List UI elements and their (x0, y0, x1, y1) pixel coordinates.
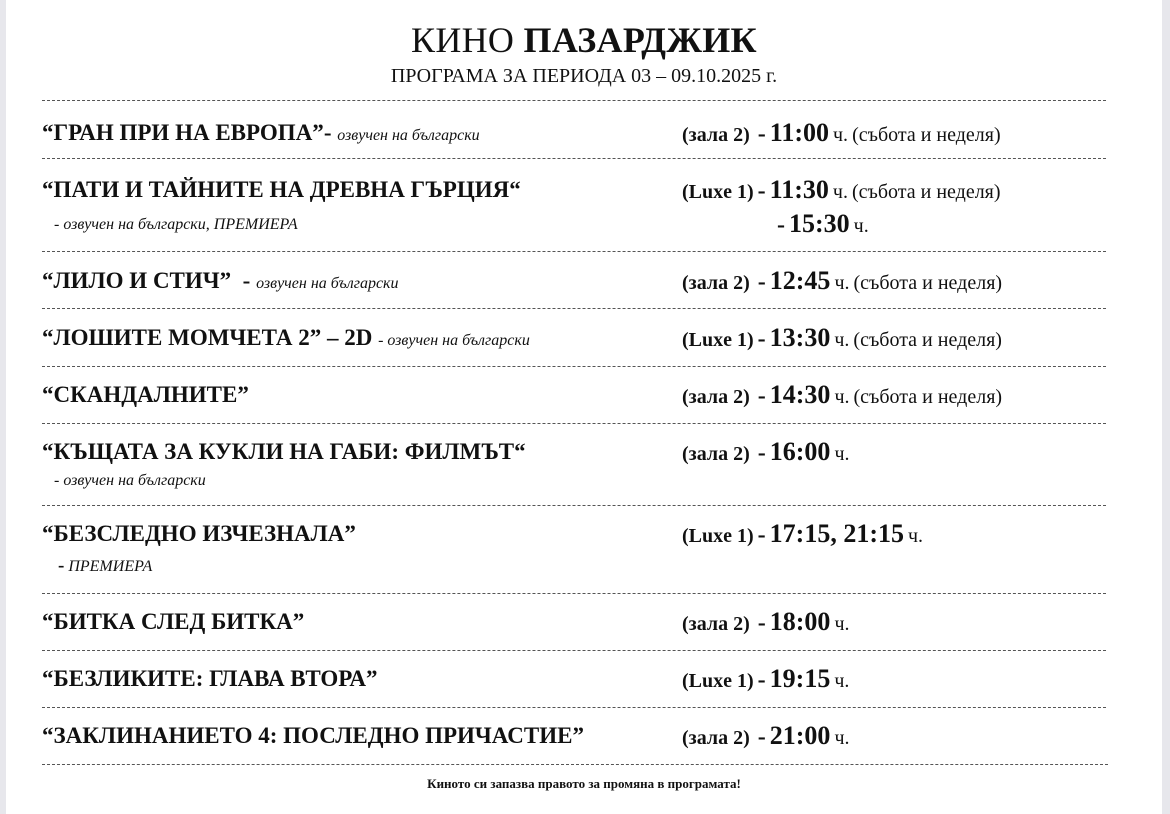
film-title-line (42, 118, 480, 151)
film-title: “ЛОШИТЕ МОМЧЕТА 2” – 2D (42, 325, 373, 350)
divider (42, 707, 1106, 708)
divider (42, 593, 1106, 594)
divider (42, 158, 1106, 159)
hall-label: (зала 2) (682, 443, 750, 465)
divider (42, 251, 1106, 252)
title-city: ПАЗАРДЖИК (523, 20, 757, 60)
hall-label: (Luxe 1) (682, 181, 754, 203)
showtime (682, 607, 850, 641)
show-time: 11:30 (769, 175, 829, 204)
dash: - (757, 610, 766, 636)
dash: - (757, 724, 766, 750)
sub-note-dash: - (58, 555, 65, 576)
show-time: 13:30 (769, 323, 831, 352)
dub-note: - озвучен на български (378, 332, 530, 349)
hour-unit: ч. (834, 329, 850, 351)
hall-label: (Luxe 1) (682, 329, 754, 351)
show-time: 19:15 (769, 664, 831, 693)
showtime (682, 519, 923, 553)
showtime (682, 437, 850, 471)
days-note: (събота и неделя) (853, 272, 1003, 294)
film-title-line (42, 175, 521, 205)
film-title-line (42, 721, 584, 751)
film-title: “БЕЗСЛЕДНО ИЗЧЕЗНАЛА” (42, 521, 356, 546)
film-title: “БЕЗЛИКИТЕ: ГЛАВА ВТОРА” (42, 666, 378, 691)
show-time: 18:00 (769, 607, 831, 636)
hour-unit: ч. (853, 215, 869, 237)
hour-unit: ч. (834, 272, 850, 294)
divider (42, 100, 1106, 101)
film-title: “ЛИЛО И СТИЧ” (42, 268, 232, 293)
film-title: “ГРАН ПРИ НА ЕВРОПА” (42, 120, 324, 145)
hall-label: (зала 2) (682, 124, 750, 146)
film-title-line (42, 266, 399, 299)
hall-label: (Luxe 1) (682, 525, 754, 547)
hour-unit: ч. (908, 525, 924, 547)
showtime (682, 664, 849, 698)
page-subtitle: ПРОГРАМА ЗА ПЕРИОДА 03 – 09.10.2025 г. (390, 65, 778, 87)
days-note: (събота и неделя) (853, 386, 1003, 408)
showtime (682, 323, 1002, 357)
dash: - (757, 121, 766, 147)
film-title-line (42, 519, 356, 549)
film-title-line (42, 380, 249, 410)
disclaimer: Киното си запазва правото за промяна в програмата! (427, 776, 741, 791)
divider (42, 764, 1108, 765)
dub-note: озвучен на български (337, 127, 480, 144)
showtime (682, 266, 1002, 300)
dash: - (757, 440, 766, 466)
film-title: “КЪЩАТА ЗА КУКЛИ НА ГАБИ: ФИЛМЪТ“ (42, 439, 526, 464)
show-time: 16:00 (769, 437, 831, 466)
premiere-note: ПРЕМИЕРА (68, 558, 153, 575)
hour-unit: ч. (834, 386, 850, 408)
showtime (682, 118, 1001, 152)
hour-unit: ч. (833, 124, 849, 146)
dash: - (757, 269, 766, 295)
hall-label: (зала 2) (682, 613, 750, 635)
hour-unit: ч. (834, 670, 850, 692)
days-note: (събота и неделя) (851, 181, 1001, 203)
showtime (682, 721, 850, 755)
dash: - (757, 667, 766, 693)
show-time: 17:15, 21:15 (769, 519, 904, 548)
show-time: 15:30 (789, 209, 850, 238)
hour-unit: ч. (834, 727, 850, 749)
showtime (682, 175, 1001, 209)
film-title: “ПАТИ И ТАЙНИТЕ НА ДРЕВНА ГЪРЦИЯ“ (42, 177, 521, 202)
divider (42, 366, 1106, 367)
title-separator: - (242, 268, 251, 293)
hour-unit: ч. (834, 613, 850, 635)
showtime (682, 380, 1002, 414)
show-time: 21:00 (769, 721, 831, 750)
dub-note: озвучен на български (256, 275, 399, 292)
hall-label: (зала 2) (682, 386, 750, 408)
days-note: (събота и неделя) (853, 329, 1002, 351)
title-prefix: КИНО (411, 20, 515, 60)
showtime-extra (777, 209, 869, 243)
dash: - (757, 522, 766, 548)
film-title: “БИТКА СЛЕД БИТКА” (42, 609, 305, 634)
hall-label: (Luxe 1) (682, 670, 754, 692)
film-sub-note (58, 556, 152, 577)
film-sub-note: - озвучен на български, ПРЕМИЕРА (54, 216, 298, 233)
hall-label: (зала 2) (682, 727, 750, 749)
show-time: 14:30 (769, 380, 831, 409)
dash: - (757, 383, 766, 409)
film-title-line (42, 323, 530, 356)
divider (42, 423, 1106, 424)
divider (42, 505, 1106, 506)
divider (42, 308, 1106, 309)
film-sub-note: - озвучен на български (54, 472, 206, 489)
show-time: 12:45 (769, 266, 831, 295)
dash: - (777, 212, 785, 238)
film-title: “ЗАКЛИНАНИЕТО 4: ПОСЛЕДНО ПРИЧАСТИЕ” (42, 723, 584, 748)
show-time: 11:00 (769, 118, 829, 147)
hour-unit: ч. (834, 443, 850, 465)
schedule-page (6, 0, 1162, 814)
hall-label: (зала 2) (682, 272, 750, 294)
hour-unit: ч. (832, 181, 848, 203)
film-title: “СКАНДАЛНИТЕ” (42, 382, 249, 407)
film-title-line (42, 664, 378, 694)
dash: - (757, 178, 766, 204)
dash: - (757, 326, 766, 352)
divider (42, 650, 1106, 651)
page-title (6, 18, 1162, 62)
days-note: (събота и неделя) (852, 124, 1001, 146)
title-separator: - (323, 120, 332, 145)
film-title-line (42, 437, 526, 467)
film-title-line (42, 607, 304, 637)
